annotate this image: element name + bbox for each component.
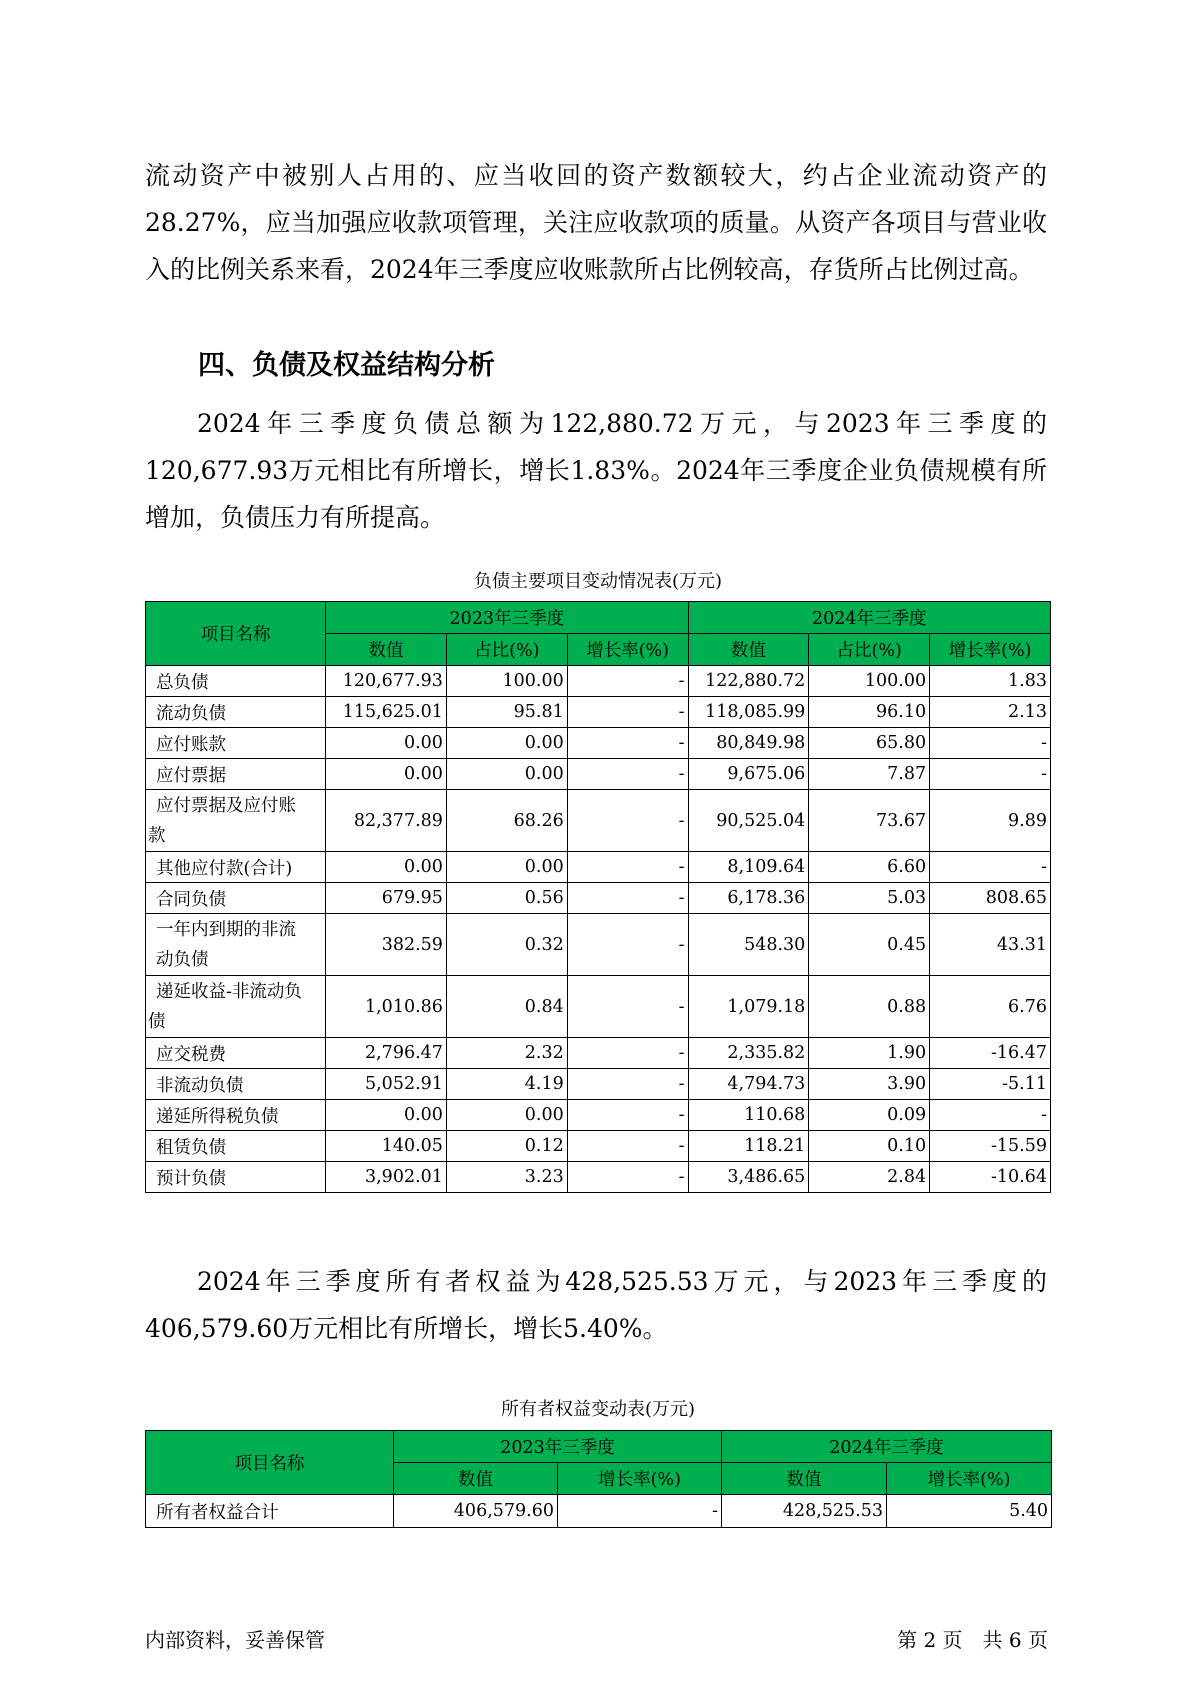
cell-ratio-2023: 3.23 — [446, 1162, 567, 1193]
row-name — [146, 914, 326, 976]
cell-growth-2023: - — [567, 1162, 688, 1193]
cell-value-2023: 679.95 — [326, 883, 447, 914]
header-ratio-2023: 占比(%) — [446, 634, 567, 666]
paragraph-equity: 2024年三季度所有者权益为428,525.53万元，与2023年三季度的406,579.60万元相比有所增长，增长5.40%。 — [145, 1267, 1047, 1343]
liabilities-table — [145, 601, 1051, 1193]
cell-value-2024: 3,486.65 — [688, 1162, 809, 1193]
cell-ratio-2024: 6.60 — [809, 852, 930, 883]
cell-value-2023: 120,677.93 — [326, 666, 447, 697]
cell-value-2024: 548.30 — [688, 914, 809, 976]
header-growth-2023: 增长率(%) — [558, 1463, 722, 1495]
row-name — [146, 790, 326, 852]
cell-ratio-2023: 0.00 — [446, 759, 567, 790]
row-name-line1: 一年内到期的非流 — [156, 919, 296, 940]
header-value-2023: 数值 — [326, 634, 447, 666]
cell-value-2024: 80,849.98 — [688, 728, 809, 759]
cell-value-2023: 382.59 — [326, 914, 447, 976]
cell-ratio-2023: 0.12 — [446, 1131, 567, 1162]
paragraph-current-assets: 流动资产中被别人占用的、应当收回的资产数额较大，约占企业流动资产的28.27%，应当加强应收款项管理，关注应收款项的质量。从资产各项目与营业收入的比例关系来看，2024年三季度应收账款所占比例较高，存货所占比例过高。 — [145, 161, 1047, 284]
cell-ratio-2023: 2.32 — [446, 1038, 567, 1069]
cell-value-2023: 82,377.89 — [326, 790, 447, 852]
cell-value-2024: 8,109.64 — [688, 852, 809, 883]
header-value-2023: 数值 — [394, 1463, 558, 1495]
table-row — [146, 976, 1051, 1038]
cell-ratio-2024: 0.45 — [809, 914, 930, 976]
header-period-2024: 2024年三季度 — [688, 602, 1050, 634]
table-row — [146, 1069, 1051, 1100]
cell-growth-2023: - — [567, 697, 688, 728]
cell-growth-2024: -10.64 — [930, 1162, 1051, 1193]
cell-growth-2024: 2.13 — [930, 697, 1051, 728]
row-name: 递延所得税负债 — [146, 1100, 326, 1131]
table-row — [146, 1100, 1051, 1131]
cell-ratio-2023: 95.81 — [446, 697, 567, 728]
cell-growth-2024: - — [930, 759, 1051, 790]
cell-value-2024: 2,335.82 — [688, 1038, 809, 1069]
row-name: 所有者权益合计 — [146, 1495, 394, 1528]
header-value-2024: 数值 — [688, 634, 809, 666]
cell-value-2023: 3,902.01 — [326, 1162, 447, 1193]
header-period-2023: 2023年三季度 — [394, 1431, 722, 1463]
cell-growth-2023: - — [567, 759, 688, 790]
cell-value-2024: 118.21 — [688, 1131, 809, 1162]
row-name: 预计负债 — [146, 1162, 326, 1193]
header-period-2023: 2023年三季度 — [326, 602, 688, 634]
cell-value-2023: 406,579.60 — [394, 1495, 558, 1528]
row-name: 应付账款 — [146, 728, 326, 759]
table-row — [146, 1038, 1051, 1069]
cell-ratio-2024: 0.88 — [809, 976, 930, 1038]
cell-growth-2024: -15.59 — [930, 1131, 1051, 1162]
cell-ratio-2024: 2.84 — [809, 1162, 930, 1193]
cell-value-2023: 115,625.01 — [326, 697, 447, 728]
section-heading: 四、负债及权益结构分析 — [198, 350, 495, 381]
cell-ratio-2023: 0.00 — [446, 852, 567, 883]
cell-growth-2024: -5.11 — [930, 1069, 1051, 1100]
cell-ratio-2024: 73.67 — [809, 790, 930, 852]
cell-value-2023: 0.00 — [326, 759, 447, 790]
row-name: 非流动负债 — [146, 1069, 326, 1100]
cell-ratio-2024: 0.09 — [809, 1100, 930, 1131]
cell-value-2024: 4,794.73 — [688, 1069, 809, 1100]
table1-caption: 负债主要项目变动情况表(万元) — [473, 571, 723, 592]
cell-ratio-2024: 7.87 — [809, 759, 930, 790]
cell-ratio-2023: 0.32 — [446, 914, 567, 976]
cell-growth-2024: 43.31 — [930, 914, 1051, 976]
cell-ratio-2023: 100.00 — [446, 666, 567, 697]
row-name-line1: 应付票据及应付账 — [156, 795, 296, 816]
cell-value-2023: 0.00 — [326, 728, 447, 759]
cell-value-2023: 1,010.86 — [326, 976, 447, 1038]
cell-value-2024: 122,880.72 — [688, 666, 809, 697]
cell-ratio-2024: 1.90 — [809, 1038, 930, 1069]
row-name-line1: 递延收益-非流动负 — [156, 981, 302, 1002]
cell-value-2024: 9,675.06 — [688, 759, 809, 790]
header-growth-2023: 增长率(%) — [567, 634, 688, 666]
row-name: 其他应付款(合计) — [146, 852, 326, 883]
cell-ratio-2023: 0.00 — [446, 728, 567, 759]
row-name: 租赁负债 — [146, 1131, 326, 1162]
cell-value-2023: 0.00 — [326, 1100, 447, 1131]
cell-growth-2023: - — [567, 1131, 688, 1162]
table-row — [146, 1162, 1051, 1193]
cell-growth-2023: - — [567, 1100, 688, 1131]
footer-page-number: 第 2 页 共 6 页 — [897, 1628, 1048, 1652]
cell-growth-2024: - — [930, 852, 1051, 883]
cell-growth-2023: - — [567, 1038, 688, 1069]
cell-value-2023: 140.05 — [326, 1131, 447, 1162]
cell-growth-2024: 9.89 — [930, 790, 1051, 852]
cell-growth-2023: - — [567, 1069, 688, 1100]
cell-ratio-2024: 65.80 — [809, 728, 930, 759]
header-growth-2024: 增长率(%) — [887, 1463, 1052, 1495]
paragraph-liabilities: 2024年三季度负债总额为122,880.72万元，与2023年三季度的120,677.93万元相比有所增长，增长1.83%。2024年三季度企业负债规模有所增加，负债压力有所提高。 — [145, 409, 1047, 532]
table-row — [146, 1131, 1051, 1162]
cell-value-2024: 1,079.18 — [688, 976, 809, 1038]
cell-ratio-2024: 0.10 — [809, 1131, 930, 1162]
cell-ratio-2024: 5.03 — [809, 883, 930, 914]
table-row — [146, 697, 1051, 728]
table-row — [146, 728, 1051, 759]
cell-ratio-2023: 0.56 — [446, 883, 567, 914]
cell-growth-2023: - — [567, 976, 688, 1038]
header-item-name: 项目名称 — [146, 1431, 394, 1495]
cell-ratio-2023: 0.00 — [446, 1100, 567, 1131]
cell-value-2023: 5,052.91 — [326, 1069, 447, 1100]
cell-ratio-2024: 100.00 — [809, 666, 930, 697]
cell-value-2024: 428,525.53 — [722, 1495, 887, 1528]
cell-value-2023: 2,796.47 — [326, 1038, 447, 1069]
cell-growth-2024: - — [930, 728, 1051, 759]
table-row — [146, 852, 1051, 883]
cell-growth-2023: - — [567, 790, 688, 852]
cell-growth-2024: 6.76 — [930, 976, 1051, 1038]
cell-growth-2024: 1.83 — [930, 666, 1051, 697]
header-growth-2024: 增长率(%) — [930, 634, 1051, 666]
table-row — [146, 790, 1051, 852]
header-value-2024: 数值 — [722, 1463, 887, 1495]
cell-growth-2023: - — [567, 666, 688, 697]
header-ratio-2024: 占比(%) — [809, 634, 930, 666]
cell-ratio-2023: 68.26 — [446, 790, 567, 852]
cell-growth-2024: -16.47 — [930, 1038, 1051, 1069]
header-period-2024: 2024年三季度 — [722, 1431, 1052, 1463]
row-name: 流动负债 — [146, 697, 326, 728]
cell-value-2024: 110.68 — [688, 1100, 809, 1131]
row-name-line2: 债 — [148, 1011, 166, 1032]
table-row — [146, 883, 1051, 914]
cell-ratio-2023: 4.19 — [446, 1069, 567, 1100]
row-name: 总负债 — [146, 666, 326, 697]
cell-growth-2024: 808.65 — [930, 883, 1051, 914]
cell-value-2024: 118,085.99 — [688, 697, 809, 728]
row-name: 应付票据 — [146, 759, 326, 790]
table-row — [146, 914, 1051, 976]
cell-growth-2023: - — [558, 1495, 722, 1528]
table-row — [146, 759, 1051, 790]
row-name-line2: 款 — [148, 825, 166, 846]
cell-growth-2023: - — [567, 883, 688, 914]
cell-value-2023: 0.00 — [326, 852, 447, 883]
equity-table — [145, 1430, 1052, 1528]
cell-growth-2023: - — [567, 852, 688, 883]
cell-value-2024: 6,178.36 — [688, 883, 809, 914]
table-row — [146, 666, 1051, 697]
table2-caption: 所有者权益变动表(万元) — [500, 1399, 696, 1420]
table-row — [146, 1495, 1052, 1528]
cell-growth-2023: - — [567, 914, 688, 976]
row-name-line2: 动负债 — [156, 949, 209, 970]
cell-ratio-2024: 3.90 — [809, 1069, 930, 1100]
cell-growth-2024: - — [930, 1100, 1051, 1131]
row-name — [146, 976, 326, 1038]
footer-confidential: 内部资料，妥善保管 — [145, 1628, 325, 1652]
row-name: 应交税费 — [146, 1038, 326, 1069]
cell-growth-2024: 5.40 — [887, 1495, 1052, 1528]
cell-ratio-2024: 96.10 — [809, 697, 930, 728]
cell-ratio-2023: 0.84 — [446, 976, 567, 1038]
cell-growth-2023: - — [567, 728, 688, 759]
cell-value-2024: 90,525.04 — [688, 790, 809, 852]
header-item-name: 项目名称 — [146, 602, 326, 666]
row-name: 合同负债 — [146, 883, 326, 914]
